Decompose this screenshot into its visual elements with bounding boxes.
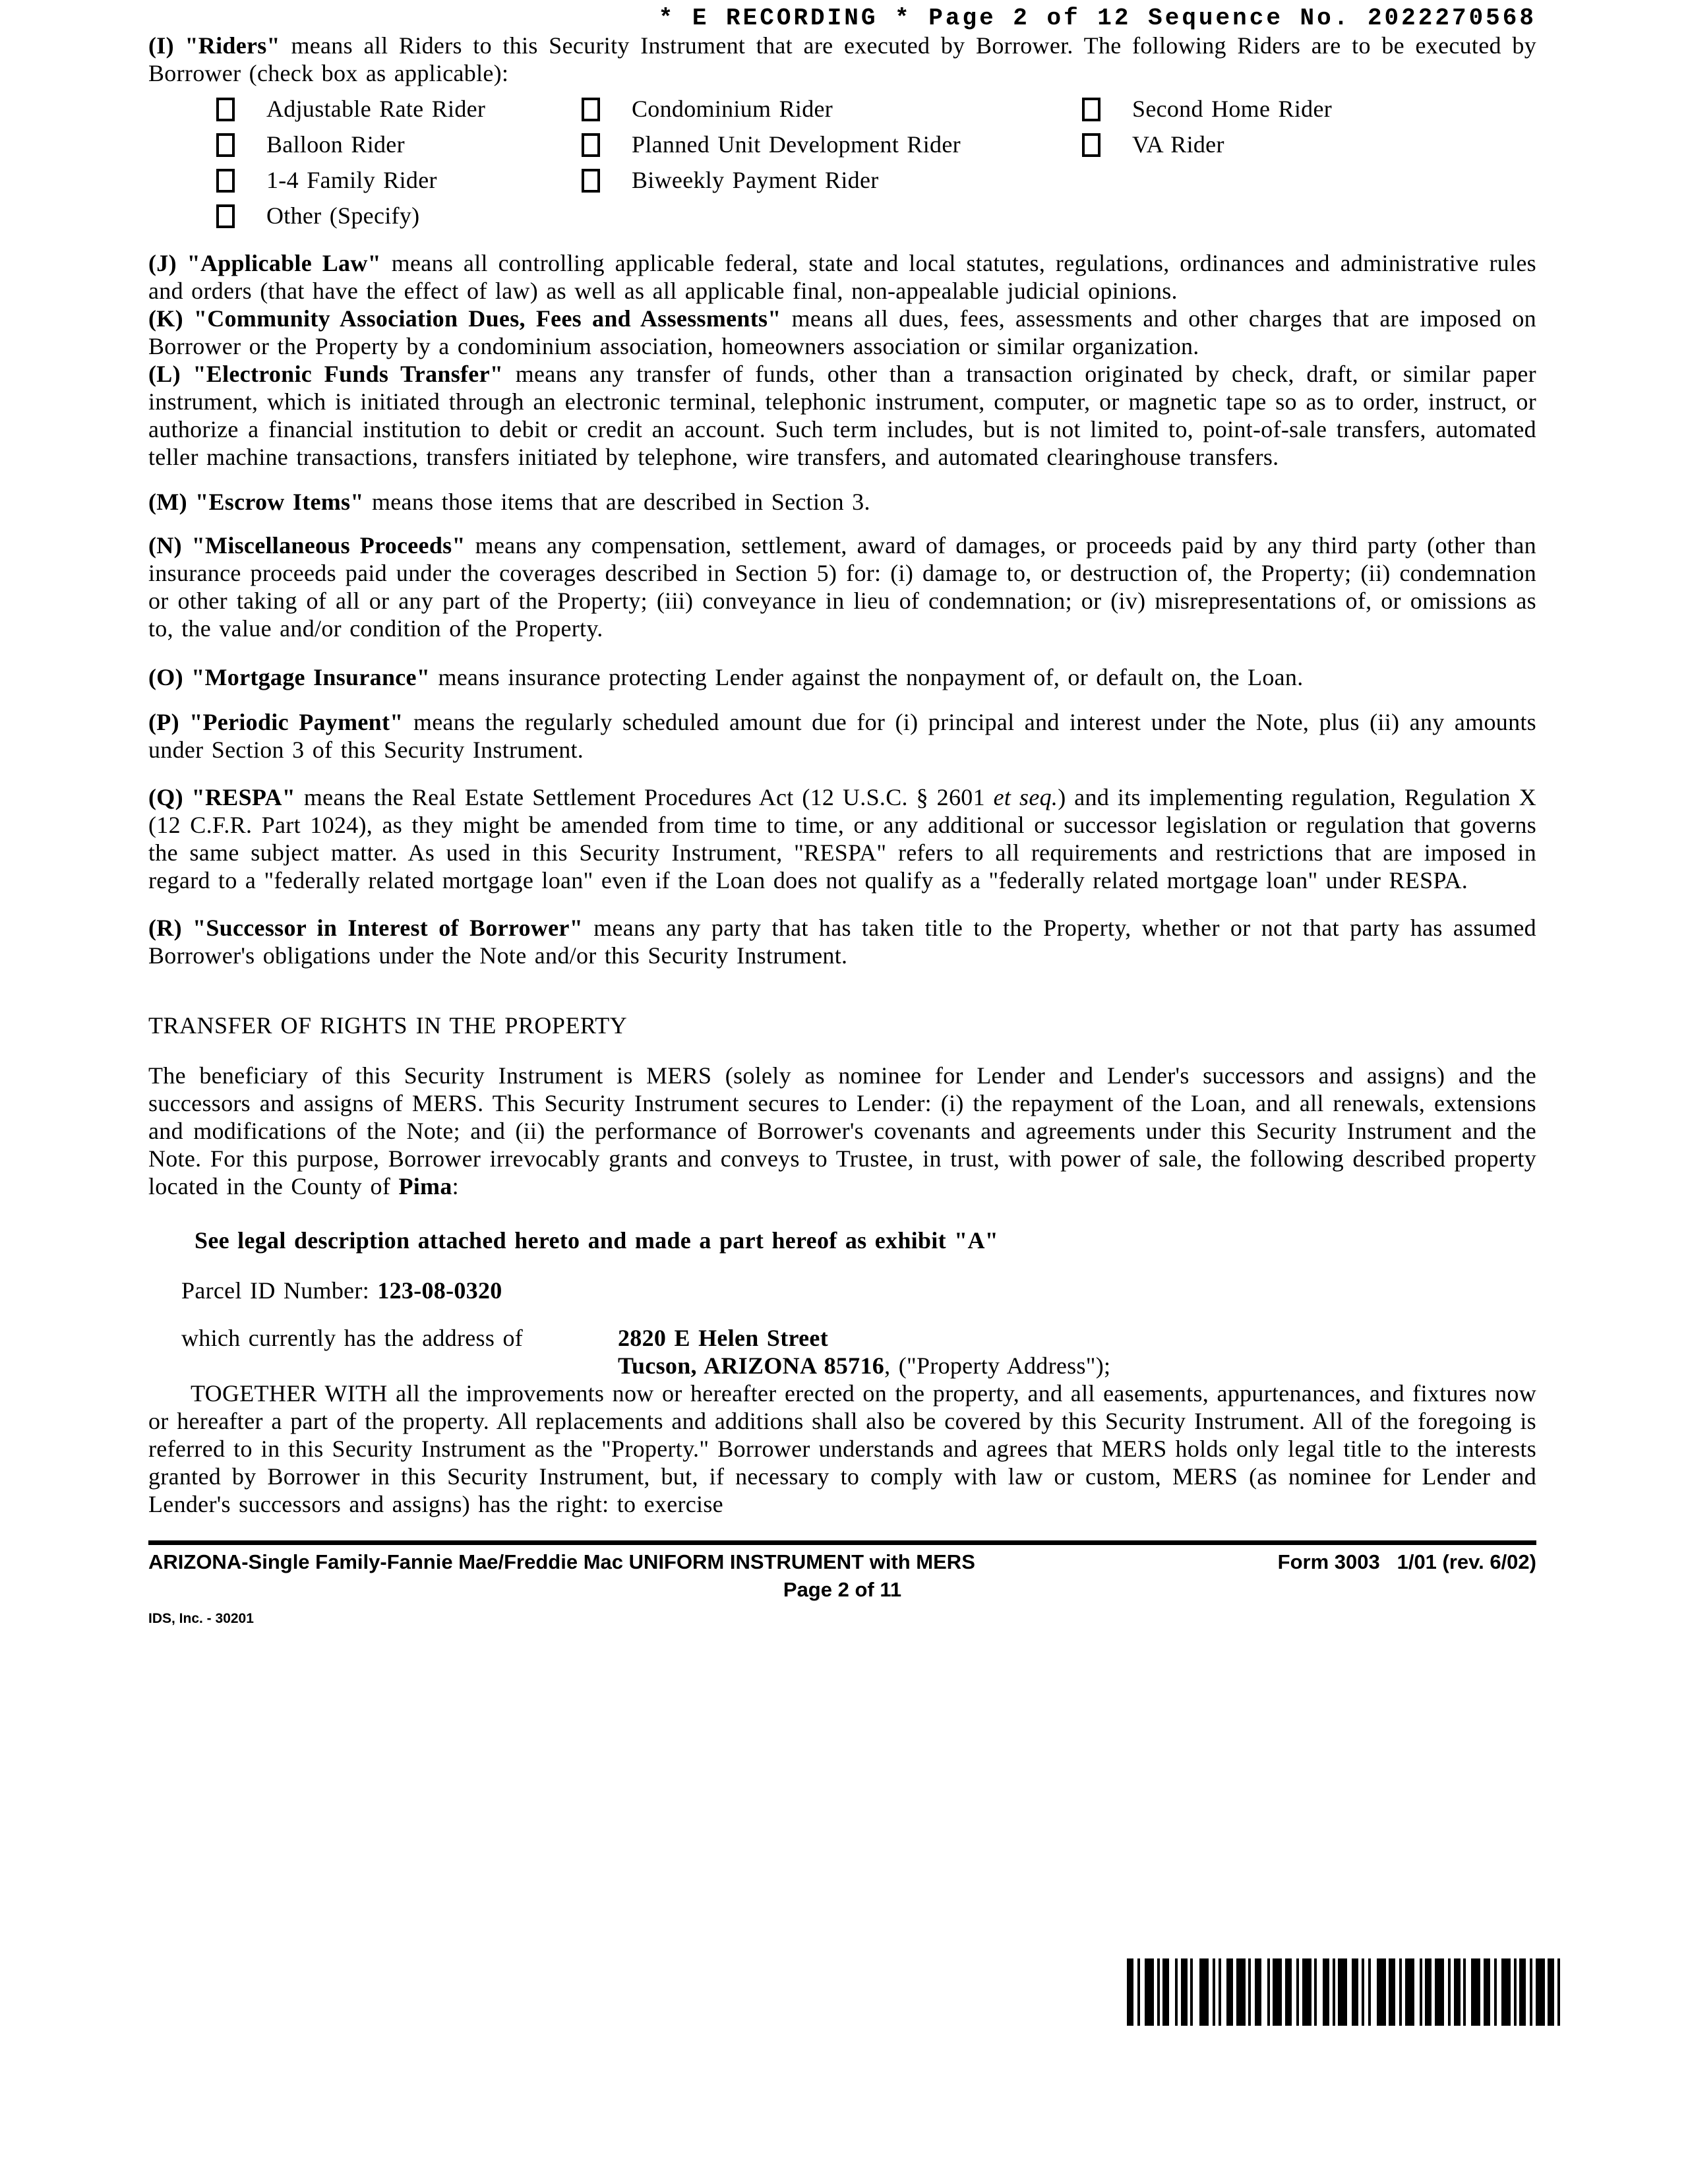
barcode-bar: [1514, 1958, 1517, 2026]
definition-term: "Periodic Payment": [189, 709, 404, 735]
definition-term: "Applicable Law": [187, 250, 381, 276]
rider-checkbox[interactable]: [582, 98, 600, 121]
paragraph-text: The beneficiary of this Security Instrument is MERS (solely as nominee for Lender and Lender's successors and assigns) and the successors and assigns of MERS. This Security Instrument secures to Lender: (i) the repayment of the Loan, and all renewals, extensions and modifications of the Note; and (ii) the performance of Borrower's covenants and agreements under this Security Instrument and the Note. For this purpose, Borrower irrevocably grants and conveys to Trustee, in trust, with power of sale, the following described property located in the County of: [148, 1062, 1536, 1199]
barcode-bar: [1248, 1958, 1251, 2026]
rider-label: Adjustable Rate Rider: [266, 96, 486, 122]
rider-row: [216, 202, 1536, 237]
definition-text: means all controlling applicable federal, state and local statutes, regulations, ordinances and administrative rules and orders (that have the effect of law) as well as all applicable final, non-appealable judicial opinions.: [148, 250, 1536, 304]
rider-checkbox[interactable]: [582, 133, 600, 157]
address-intro-text: which currently has the address of: [181, 1325, 524, 1351]
definition-label: (Q): [148, 784, 183, 810]
barcode-bar: [1236, 1958, 1246, 2026]
footer-doc-id: IDS, Inc. - 30201: [148, 1611, 254, 1626]
parcel-id-value: 123-08-0320: [377, 1277, 502, 1304]
barcode-bar: [1302, 1958, 1311, 2026]
barcode-bar: [1494, 1958, 1497, 2026]
rider-row: [216, 131, 1536, 166]
barcode-bar: [1296, 1958, 1299, 2026]
definition-term: "RESPA": [191, 784, 296, 810]
rider-checkbox[interactable]: [216, 98, 235, 121]
rider-row: [216, 95, 1536, 131]
definition-text: means the regularly scheduled amount due for (i) principal and interest under the Note, plus (ii) any amounts under Section 3 of this Security Instrument.: [148, 709, 1536, 763]
barcode-bar: [1536, 1958, 1545, 2026]
barcode-bar: [1362, 1958, 1364, 2026]
latin-phrase-et-seq: et seq.: [993, 784, 1058, 810]
definition-text: means the Real Estate Settlement Procedures Act (12 U.S.C. § 2601: [303, 784, 985, 810]
footer-form-line: [148, 1550, 1536, 1574]
definition-term: "Mortgage Insurance": [191, 664, 431, 690]
definition-text: means all Riders to this Security Instrument that are executed by Borrower. The following Riders are to be executed by Borrower (check box as applicable):: [148, 32, 1536, 86]
rider-cell: [1082, 131, 1536, 158]
barcode-bar: [1548, 1958, 1554, 2026]
rider-label: Balloon Rider: [266, 131, 405, 158]
definition-text: means any compensation, settlement, award of damages, or proceeds paid by any third party (other than insurance proceeds paid under the coverages described in Section 5) for: (i) damage to, or destruction of, the Property; (ii) condemnation or other taking of all or any part of the Property; (iii) conveyance in lieu of condemnation; or (iv) misrepresentations of, or omissions as to, the value and/or condition of the Property.: [148, 532, 1536, 642]
barcode-bar: [1471, 1958, 1480, 2026]
barcode-bar: [1273, 1958, 1282, 2026]
definition-text: ) and its implementing regulation, Regulation X (12 C.F.R. Part 1024), as they might be amended from time to time, or any additional or successor legislation or regulation that governs the same subject matter. As used in this Security Instrument, "RESPA" refers to all requirements and restrictions that are imposed in regard to a "federally related mortgage loan" even if the Loan does not qualify as a "federally related mortgage loan" under RESPA.: [148, 784, 1536, 894]
definition-term: "Successor in Interest of Borrower": [193, 915, 583, 941]
legal-description-exhibit-line: See legal description attached hereto and made a part hereof as exhibit "A": [195, 1227, 999, 1254]
barcode-bar: [1389, 1958, 1395, 2026]
rider-cell: [216, 166, 582, 194]
barcode-bar: [1199, 1958, 1209, 2026]
barcode-bar: [1420, 1958, 1422, 2026]
property-address-line2: [618, 1352, 1536, 1380]
rider-cell: [1082, 95, 1536, 123]
barcode-bar: [1463, 1958, 1466, 2026]
address-suffix-text: , ("Property Address");: [884, 1352, 1111, 1379]
definition-successor-in-interest: [148, 914, 1536, 969]
definition-term: "Escrow Items": [195, 489, 364, 515]
rider-label: Planned Unit Development Rider: [632, 131, 961, 158]
definition-label: (N): [148, 532, 182, 559]
definition-mortgage-insurance: [148, 663, 1536, 691]
riders-checkbox-grid: [216, 95, 1536, 237]
definition-term: "Riders": [185, 32, 280, 59]
rider-checkbox[interactable]: [216, 133, 235, 157]
barcode-bar: [1213, 1958, 1215, 2026]
footer-page-number: Page 2 of 11: [783, 1578, 902, 1601]
rider-checkbox[interactable]: [216, 169, 235, 193]
barcode-bar: [1285, 1958, 1292, 2026]
barcode-bar: [1454, 1958, 1461, 2026]
rider-label: Other (Specify): [266, 202, 420, 229]
barcode-bar: [1368, 1958, 1371, 2026]
rider-cell: [582, 95, 1082, 123]
footer-divider: [148, 1540, 1536, 1545]
rider-cell: [582, 131, 1082, 158]
definition-label: (K): [148, 305, 183, 332]
definition-label: (I): [148, 32, 174, 59]
definition-text: means all dues, fees, assessments and other charges that are imposed on Borrower or the Property by a condominium association, homeowners association or similar organization.: [148, 305, 1536, 359]
barcode-bar: [1323, 1958, 1329, 2026]
rider-checkbox[interactable]: [216, 204, 235, 228]
county-name: Pima: [398, 1173, 452, 1199]
barcode-bar: [1190, 1958, 1193, 2026]
definition-riders: [148, 32, 1536, 87]
barcode-bar: [1127, 1958, 1133, 2026]
definition-community-dues: [148, 305, 1536, 360]
transfer-beneficiary-paragraph: [148, 1062, 1536, 1200]
barcode-bar: [1519, 1958, 1526, 2026]
definition-label: (J): [148, 250, 177, 276]
rider-label: Second Home Rider: [1132, 96, 1333, 122]
barcode-bar: [1530, 1958, 1532, 2026]
definition-miscellaneous-proceeds: [148, 531, 1536, 642]
definition-text: means any transfer of funds, other than a transaction originated by check, draft, or similar paper instrument, which is initiated through an electronic terminal, telephonic instrument, computer, or magnetic tape so as to order, instruct, or authorize a financial institution to debit or credit an account. Such term includes, but is not limited to, point-of-sale transfers, automated teller machine transactions, transfers initiated by telephone, wire transfers, and automated clearinghouse transfers.: [148, 361, 1536, 470]
transfer-of-rights-heading: TRANSFER OF RIGHTS IN THE PROPERTY: [148, 1012, 628, 1039]
footer-form-title: ARIZONA-Single Family-Fannie Mae/Freddie Mac UNIFORM INSTRUMENT with MERS: [148, 1550, 975, 1573]
barcode-bar: [1162, 1958, 1169, 2026]
rider-checkbox[interactable]: [1082, 133, 1100, 157]
barcode-bar: [1175, 1958, 1178, 2026]
barcode-bar: [1226, 1958, 1233, 2026]
barcode-bar: [1448, 1958, 1451, 2026]
barcode-bar: [1435, 1958, 1444, 2026]
barcode-bar: [1352, 1958, 1358, 2026]
definition-term: "Electronic Funds Transfer": [193, 361, 504, 387]
barcode-bar: [1557, 1958, 1560, 2026]
definition-term: "Community Association Dues, Fees and Assessments": [193, 305, 781, 332]
definition-applicable-law: [148, 249, 1536, 305]
definition-electronic-funds-transfer: [148, 360, 1536, 471]
rider-cell: [216, 95, 582, 123]
barcode-bar: [1484, 1958, 1490, 2026]
parcel-id-label: Parcel ID Number:: [181, 1277, 378, 1304]
rider-cell: [216, 131, 582, 158]
parcel-id-line: [181, 1277, 1536, 1304]
rider-cell: [216, 202, 582, 229]
barcode-bar: [1333, 1958, 1335, 2026]
e-recording-header: * E RECORDING * Page 2 of 12 Sequence No. 2022270568: [658, 5, 1536, 32]
rider-label: Condominium Rider: [632, 96, 833, 122]
barcode-bar: [1405, 1958, 1414, 2026]
definition-respa: [148, 783, 1536, 894]
barcode-bar: [1399, 1958, 1402, 2026]
property-address-line1: [181, 1324, 1536, 1352]
definition-text: means any party that has taken title to the Property, whether or not that party has assumed Borrower's obligations under the Note and/or this Security Instrument.: [148, 915, 1536, 969]
rider-checkbox[interactable]: [1082, 98, 1100, 121]
barcode-bar: [1377, 1958, 1386, 2026]
barcode-bar: [1314, 1958, 1317, 2026]
rider-label: 1-4 Family Rider: [266, 167, 437, 193]
footer-form-number: Form 3003 1/01 (rev. 6/02): [1277, 1550, 1536, 1573]
definition-periodic-payment: [148, 708, 1536, 764]
together-with-paragraph: TOGETHER WITH all the improvements now or hereafter erected on the property, and all easements, appurtenances, and fixtures now or hereafter a part of the property. All replacements and additions shall also be covered by this Security Instrument. All of the foregoing is referred to in this Security Instrument as the "Property." Borrower understands and agrees that MERS holds only legal title to the interests granted by Borrower in this Security Instrument, but, if necessary to comply with law or custom, MERS (as nominee for Lender and Lender's successors and assigns) has the right: to exercise: [148, 1380, 1536, 1517]
definition-label: (R): [148, 915, 182, 941]
rider-checkbox[interactable]: [582, 169, 600, 193]
address-street: 2820 E Helen Street: [618, 1325, 828, 1351]
definition-text: means insurance protecting Lender against the nonpayment of, or default on, the Loan.: [438, 664, 1304, 690]
barcode-bar: [1157, 1958, 1160, 2026]
barcode-bar: [1425, 1958, 1432, 2026]
rider-cell: [582, 166, 1082, 194]
barcode-bar: [1181, 1958, 1188, 2026]
barcode-bar: [1219, 1958, 1221, 2026]
barcode-bar: [1137, 1958, 1140, 2026]
paragraph-text: :: [452, 1173, 459, 1199]
rider-row: [216, 166, 1536, 202]
definition-label: (M): [148, 489, 187, 515]
address-city-state-zip: Tucson, ARIZONA 85716: [618, 1352, 885, 1379]
barcode-bar: [1338, 1958, 1347, 2026]
barcode-bar: [1145, 1958, 1154, 2026]
barcode-bar: [1267, 1958, 1270, 2026]
definition-term: "Miscellaneous Proceeds": [191, 532, 466, 559]
definition-label: (O): [148, 664, 183, 690]
definition-text: means those items that are described in Section 3.: [371, 489, 870, 515]
barcode-bar: [1255, 1958, 1261, 2026]
definition-escrow-items: [148, 488, 1536, 516]
rider-label: Biweekly Payment Rider: [632, 167, 879, 193]
definition-label: (P): [148, 709, 179, 735]
barcode-bar: [1501, 1958, 1511, 2026]
definition-label: (L): [148, 361, 181, 387]
rider-label: VA Rider: [1132, 131, 1224, 158]
document-barcode: [1127, 1958, 1562, 2026]
